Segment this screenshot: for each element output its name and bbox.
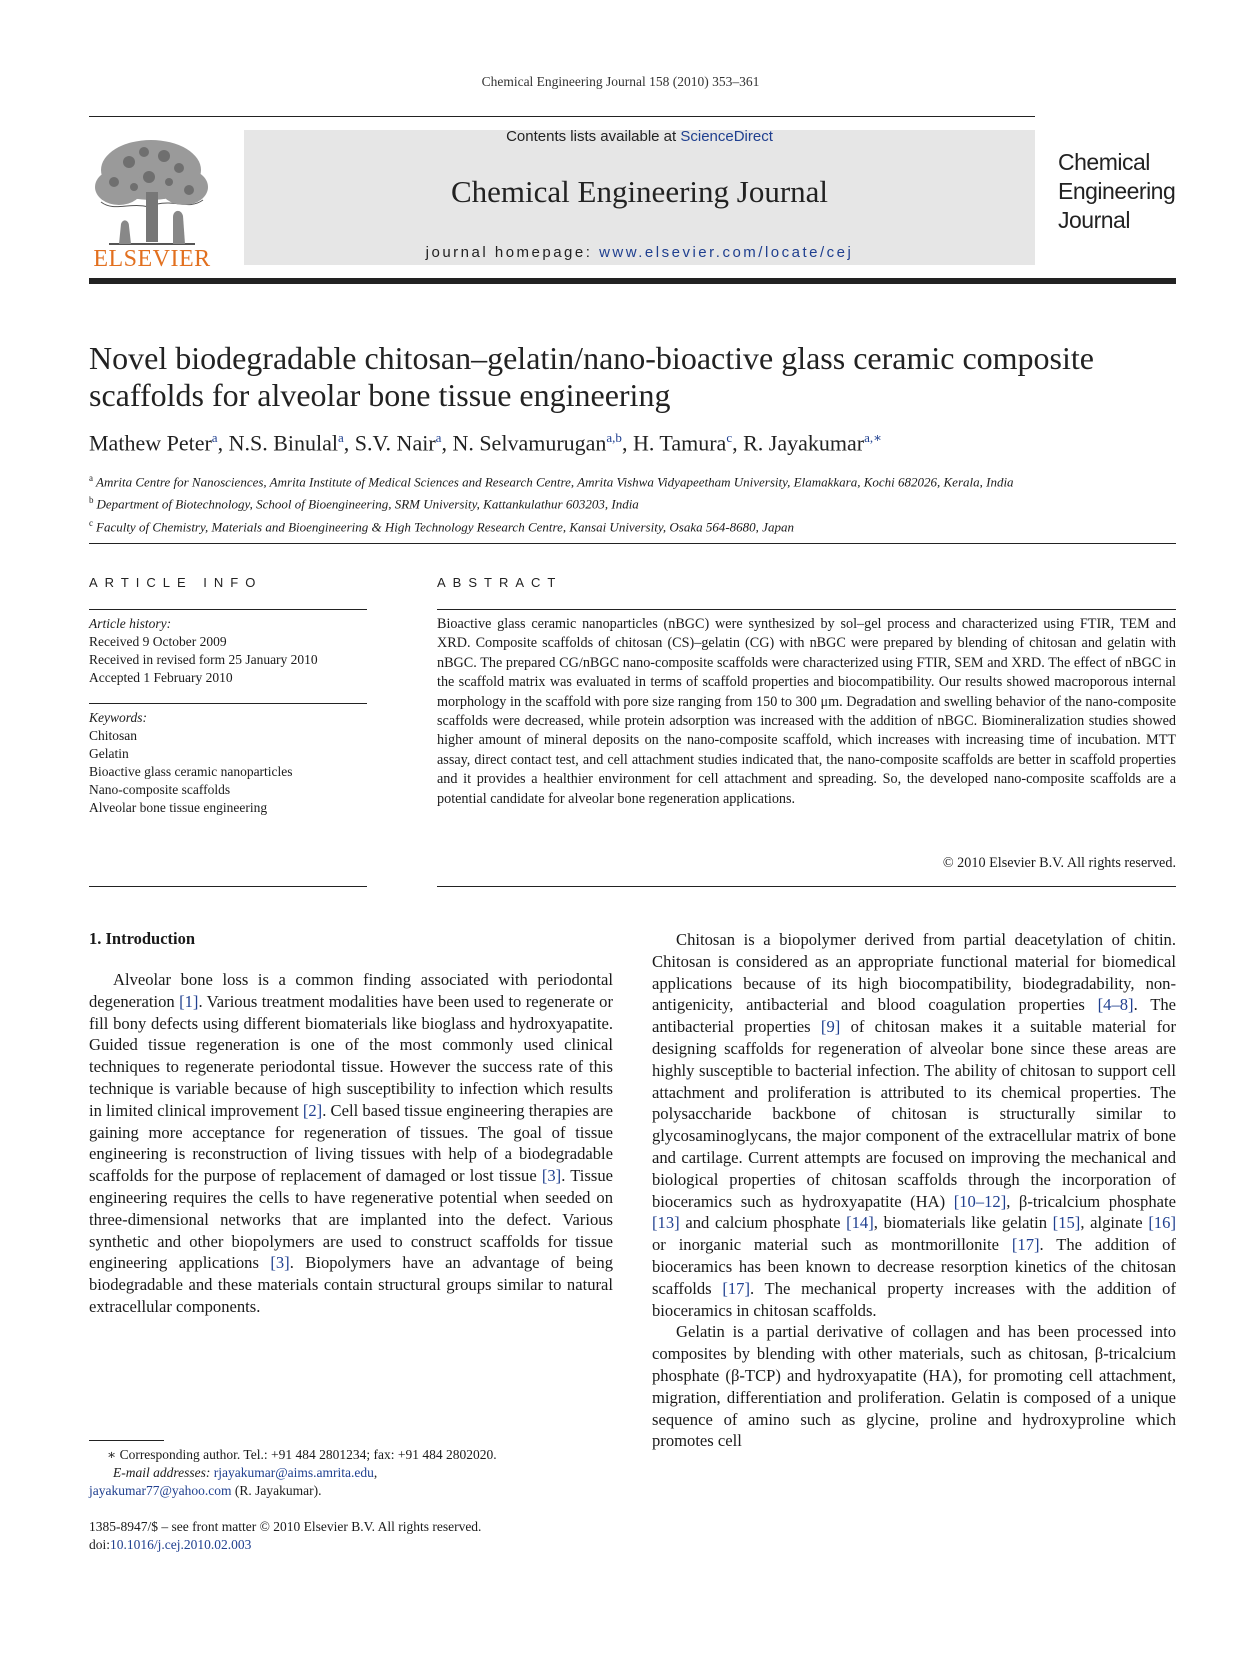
keywords xyxy=(89,709,379,817)
journal-name: Chemical Engineering Journal xyxy=(450,174,829,209)
author-list: Mathew Peter$^a$, N.S. Binulal$^a$, S.V. Nair$^a$, N. Selvamurugan$^{a,b}$, H. Tamura$^c$, R. Jayakumar$^{a,∗}$ xyxy=(89,430,882,456)
issn-line: 1385-8947/$ – see front matter © 2010 Elsevier B.V. All rights reserved. xyxy=(89,1519,482,1534)
abstract-copyright: © 2010 Elsevier B.V. All rights reserved. xyxy=(942,855,1176,871)
article-info-rule xyxy=(89,703,367,704)
paragraph-text: . Cell based tissue engineering therapies are gaining more acceptance for regeneration of tissues. The goal of tissue engineering is reconstruction of living tissues with help of a biodegradable scaffolds for the purpose of replacement of damaged or lost tissue xyxy=(89,1100,614,1186)
header-thick-rule xyxy=(89,278,1176,284)
email-link[interactable]: rjayakumar@aims.amrita.edu xyxy=(213,1465,374,1480)
paragraph-text: . Tissue engineering requires the cells to have regenerative potential when seeded on three-dimensional networks that are implanted into the defect. Various synthetic and other biopolymers are used to construct scaffolds for tissue engineering applications xyxy=(89,1166,613,1273)
homepage-prefix: journal homepage: xyxy=(425,244,600,261)
article-history xyxy=(89,615,379,687)
author-name[interactable]: Mathew Peter xyxy=(89,430,212,456)
author-affiliation-marker[interactable]: a,∗ xyxy=(864,430,882,445)
contents-prefix: Contents lists available at xyxy=(506,128,681,145)
keyword-item: Alveolar bone tissue engineering xyxy=(89,800,268,815)
contents-line xyxy=(244,128,1035,145)
article-info-rule xyxy=(89,609,367,610)
citation-link[interactable]: [2] xyxy=(302,1100,323,1120)
keyword-item: Chitosan xyxy=(89,728,138,743)
citation-link[interactable]: [10–12] xyxy=(953,1191,1007,1211)
email-label: E-mail addresses: xyxy=(113,1465,214,1480)
citation-link[interactable]: [9] xyxy=(820,1017,841,1037)
keywords-label: Keywords: xyxy=(89,710,147,725)
corresponding-author-footnote: ∗ Corresponding author. Tel.: +91 484 2801234; fax: +91 484 2802020. E-mail addresses: rjayakumar@aims.amrita.edu, jayakumar77@yahoo.com (R. Jayakumar). xyxy=(89,1447,497,1498)
paragraph-text: , biomaterials like gelatin xyxy=(873,1213,1053,1233)
author-affiliation-marker[interactable]: a xyxy=(435,430,442,445)
affiliations-rule xyxy=(89,543,1176,544)
right-text-column xyxy=(652,929,1176,1452)
paragraph-text: . Various treatment modalities have been used to regenerate or fill bony defects using different biomaterials like bioglass and hydroxyapatite. Guided tissue regeneration is one of the most commonly used clinical techniques to regenerate periodontal tissue. However the success rate of this technique is variable because of high susceptibility to infection which results in limited clinical improvement xyxy=(89,991,614,1120)
citation-link[interactable]: [15] xyxy=(1052,1213,1081,1233)
body-paragraph xyxy=(652,1321,1176,1452)
citation-link[interactable]: [4–8] xyxy=(1097,995,1134,1015)
affiliation-text: Department of Biotechnology, School of Bioengineering, SRM University, Kattankulathur 603203, India xyxy=(96,496,639,512)
author-affiliation-marker[interactable]: a,b xyxy=(606,430,622,445)
paragraph-text: . The mechanical property increases with the addition of bioceramics in chitosan scaffolds. xyxy=(652,1278,1176,1320)
history-item: Received in revised form 25 January 2010 xyxy=(89,652,318,667)
history-item: Received 9 October 2009 xyxy=(89,634,227,649)
cover-title-line: Engineering xyxy=(1058,178,1176,204)
front-matter xyxy=(89,1518,629,1554)
citation-link[interactable]: [3] xyxy=(541,1166,562,1186)
top-rule xyxy=(89,116,1035,117)
citation-link[interactable]: [17] xyxy=(722,1278,750,1298)
author-affiliation-marker[interactable]: a xyxy=(337,430,344,445)
article-info-rule xyxy=(89,886,367,887)
history-item: Accepted 1 February 2010 xyxy=(89,670,233,685)
journal-cover-title xyxy=(1058,148,1198,235)
affiliation-item xyxy=(89,469,1189,491)
section-heading-introduction: 1. Introduction xyxy=(89,929,196,948)
affiliation-text: Faculty of Chemistry, Materials and Bioengineering & High Technology Research Centre, Kansai University, Osaka 564-8680, Japan xyxy=(96,518,794,534)
sciencedirect-link[interactable]: ScienceDirect xyxy=(680,128,773,145)
paragraph-text: and calcium phosphate xyxy=(679,1213,847,1233)
history-label: Article history: xyxy=(89,616,172,631)
affiliations xyxy=(89,469,1189,536)
elsevier-wordmark: ELSEVIER xyxy=(93,246,211,272)
keyword-item: Nano-composite scaffolds xyxy=(89,782,231,797)
author-name[interactable]: H. Tamura xyxy=(632,430,727,456)
citation-link[interactable]: [1] xyxy=(179,991,199,1011)
cover-title-line: Chemical xyxy=(1058,149,1150,175)
affiliation-marker: b xyxy=(89,495,94,506)
abstract-rule xyxy=(437,609,1176,610)
paragraph-text: of chitosan makes it a suitable material for designing scaffolds for regeneration of alveolar bone since these areas are highly susceptible to bacterial infection. The ability of chitosan to support cell attachment and proliferation is attributed to its chemical properties. The polysaccharide backbone of chitosan is structurally similar to glycosaminoglycans, the major component of the extracellular matrix of bone and cartilage. Current attempts are focused on improving the mechanical and biological properties of chitosan scaffolds through the incorporation of bioceramics such as hydroxyapatite (HA) xyxy=(652,1017,1176,1211)
paragraph-text: , β-tricalcium phosphate xyxy=(1006,1191,1176,1211)
author-name[interactable]: S.V. Nair xyxy=(354,430,436,456)
body-paragraph xyxy=(652,929,1176,1321)
paragraph-text: . The antibacterial properties xyxy=(652,995,1177,1037)
paragraph-text: Alveolar bone loss is a common finding associated with periodontal degeneration xyxy=(89,970,613,1011)
paragraph-text: Gelatin is a partial derivative of collagen and has been processed into composites by blending with other materials, such as chitosan, β-tricalcium phosphate (β-TCP) and hydroxyapatite (HA), for promoting cell attachment, migration, differentiation and proliferation. Gelatin is composed of a unique sequence of amino such as glycine, proline and hydroxyproline which promotes cell xyxy=(652,1322,1176,1451)
affiliation-item xyxy=(89,491,1189,513)
abstract-rule xyxy=(437,886,1176,887)
citation-link[interactable]: [13] xyxy=(652,1213,680,1233)
paragraph-text: . Biopolymers have an advantage of being biodegradable and these materials contain structural groups similar to natural extracellular components. xyxy=(89,1253,613,1316)
article-info-heading: ARTICLE INFO xyxy=(89,575,263,590)
author-name[interactable]: N.S. Binulal xyxy=(228,430,338,456)
affiliation-marker: c xyxy=(89,517,93,528)
doi-link[interactable]: 10.1016/j.cej.2010.02.003 xyxy=(110,1537,252,1552)
citation-link[interactable]: [3] xyxy=(270,1253,290,1273)
article-title: Novel biodegradable chitosan–gelatin/nano-bioactive glass ceramic composite scaffolds for alveolar bone tissue engineering xyxy=(89,340,1094,413)
doi-prefix: doi: xyxy=(89,1537,111,1552)
footnote-text: Corresponding author. Tel.: +91 484 2801234; fax: +91 484 2802020. xyxy=(119,1447,497,1462)
left-text-column xyxy=(89,969,613,1318)
homepage-line xyxy=(244,244,1035,261)
author-name[interactable]: R. Jayakumar xyxy=(743,430,865,456)
keyword-item: Bioactive glass ceramic nanoparticles xyxy=(89,764,293,779)
paragraph-text: . The addition of bioceramics has been known to decrease resorption kinetics of the chitosan scaffolds xyxy=(652,1235,1176,1298)
footnote-marker: ∗ xyxy=(107,1447,117,1462)
abstract-heading: ABSTRACT xyxy=(437,575,563,590)
paragraph-text: , alginate xyxy=(1080,1213,1149,1233)
email-owner: (R. Jayakumar). xyxy=(231,1483,322,1498)
homepage-link[interactable]: www.elsevier.com/locate/cej xyxy=(599,244,854,261)
email-link[interactable]: jayakumar77@yahoo.com xyxy=(89,1483,232,1498)
author-affiliation-marker[interactable]: c xyxy=(726,430,733,445)
paragraph-text: Chitosan is a biopolymer derived from partial deacetylation of chitin. Chitosan is considered as an appropriate functional material for biomedical applications because of its high biocompatibility, biodegradability, non-antigenicity, antibacterial and blood coagulation properties xyxy=(652,930,1176,1015)
paragraph-text: or inorganic material such as montmorillonite xyxy=(652,1235,1012,1255)
body-paragraph xyxy=(89,969,613,1318)
citation-link[interactable]: [17] xyxy=(1011,1235,1040,1255)
citation-link[interactable]: [14] xyxy=(846,1213,874,1233)
cover-title-line: Journal xyxy=(1058,207,1130,233)
citation-link[interactable]: [16] xyxy=(1148,1213,1176,1233)
keyword-item: Gelatin xyxy=(89,746,129,761)
affiliation-text: Amrita Centre for Nanosciences, Amrita Institute of Medical Sciences and Research Centre, Amrita Vishwa Vidyapeetham University, Elamakkara, Kochi 682026, Kerala, India xyxy=(96,474,1014,490)
running-head: Chemical Engineering Journal 158 (2010) 353–361 xyxy=(481,74,760,89)
affiliation-item xyxy=(89,514,1189,536)
affiliation-marker: a xyxy=(89,473,93,483)
abstract-text: Bioactive glass ceramic nanoparticles (nBGC) were synthesized by sol–gel process and characterized using FTIR, TEM and XRD. Composite scaffolds of chitosan (CS)–gelatin (CG) with nBGC were prepared by blending of chitosan and gelatin with nBGC. The prepared CG/nBGC nano-composite scaffolds were characterized using FTIR, SEM and XRD. The effect of nBGC in the scaffold matrix was evaluated in terms of scaffold properties and biocompatibility. Our results showed macroporous internal morphology in the scaffold with pore size ranging from 150 to 300 μm. Degradation and swelling behavior of the nano-composite scaffolds were decreased, while protein adsorption was increased with the addition of nBGC. Biomineralization studies showed higher amount of mineral deposits on the nano-composite scaffold, which increases with increasing time of incubation. MTT assay, direct contact test, and cell attachment studies indicated that, the nano-composite scaffolds are better in scaffold properties and it provides a healthier environment for cell attachment and spreading. So, the developed nano-composite scaffolds are a potential candidate for alveolar bone regeneration applications. xyxy=(437,616,1176,807)
author-affiliation-marker[interactable]: a xyxy=(211,430,218,445)
footnote-rule xyxy=(89,1440,164,1441)
author-name[interactable]: N. Selvamurugan xyxy=(452,430,607,456)
